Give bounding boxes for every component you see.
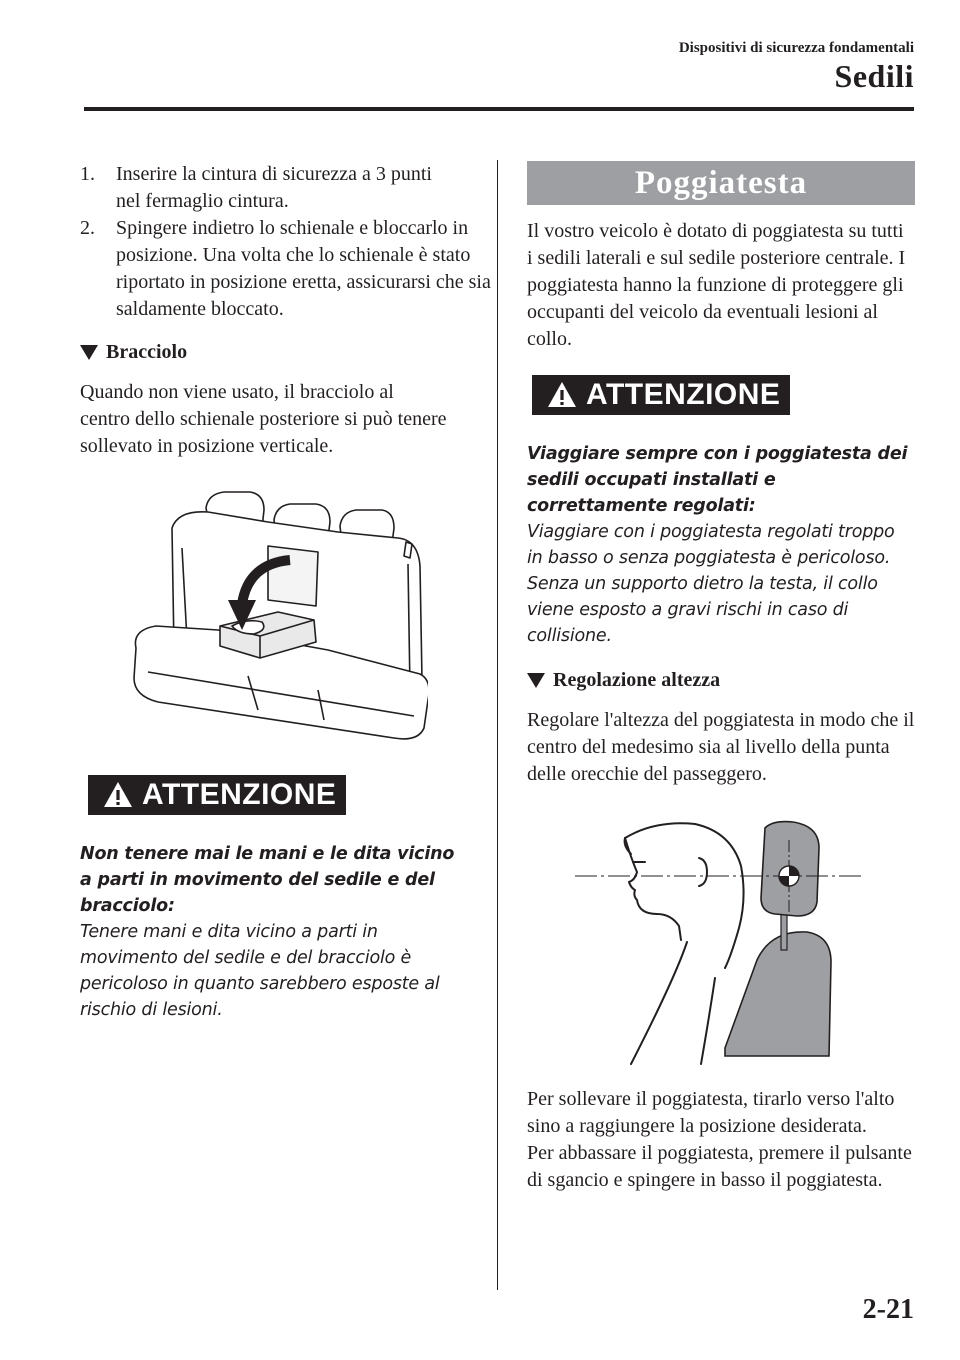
left-column (80, 161, 491, 1023)
section-title: Poggiatesta (634, 164, 808, 201)
step-text: Spingere indietro lo schienale e bloccarlo in posizione. Una volta che lo schienale è stato riportato in posizione eretta, assicurarsi che sia saldamente bloccato. (116, 217, 491, 320)
step-text: Inserire la cintura di sicurezza a 3 punti nel fermaglio cintura. (116, 163, 432, 212)
step-number: 2. (80, 217, 95, 239)
warning-label: ATTENZIONE (142, 778, 337, 811)
warning-badge (88, 775, 346, 815)
warning-triangle-icon (546, 379, 578, 411)
armrest-heading-text: Bracciolo (106, 341, 188, 363)
armrest-description: Quando non viene usato, il bracciolo al centro dello schienale posteriore si può tenere sollevato in posizione verticale. (80, 381, 447, 457)
height-heading-text: Regolazione altezza (553, 669, 721, 691)
right-column (527, 161, 915, 1194)
page-title: Sedili (834, 58, 914, 94)
step-item (80, 161, 442, 215)
page-number: 2-21 (862, 1294, 914, 1325)
height-heading (527, 667, 915, 694)
step-number: 1. (80, 163, 95, 185)
left-warning-block (88, 775, 470, 816)
column-divider (497, 160, 498, 1290)
warning-body-text: Tenere mani e dita vicino a parti in movimento del sedile e del bracciolo è pericoloso in quanto sarebbero esposte al rischio di lesioni. (80, 922, 440, 1020)
section-title-band (527, 161, 915, 205)
header-subtitle: Dispositivi di sicurezza fondamentali (678, 40, 914, 56)
triangle-bullet-icon (527, 673, 545, 688)
armrest-heading (80, 339, 470, 366)
left-warning-content (80, 841, 460, 1023)
warning-badge (532, 375, 790, 415)
headrest-height-illustration (575, 818, 865, 1068)
warning-bold-text: Viaggiare sempre con i poggiatesta dei sedili occupati installati e correttamente regolati: (527, 444, 908, 516)
header-divider (84, 107, 914, 111)
height-description: Regolare l'altezza del poggiatesta in modo che il centro del medesimo sia al livello della punta delle orecchie del passeggero. (527, 709, 915, 785)
right-warning-block (532, 375, 915, 416)
lower-instructions: Per abbassare il poggiatesta, premere il pulsante di sgancio e spingere in basso il poggiatesta. (527, 1142, 912, 1191)
rear-seat-illustration (128, 480, 428, 745)
step-list (80, 161, 491, 323)
right-warning-content (527, 441, 915, 649)
triangle-bullet-icon (80, 345, 98, 360)
warning-label: ATTENZIONE (586, 378, 781, 411)
warning-triangle-icon (102, 779, 134, 811)
warning-bold-text: Non tenere mai le mani e le dita vicino a parti in movimento del sedile e del bracciolo: (80, 844, 455, 916)
step-item (80, 215, 496, 323)
rear-seat-armrest-illustration (128, 480, 428, 745)
headrest-position-illustration (575, 818, 865, 1068)
warning-body-text: Viaggiare con i poggiatesta regolati troppo in basso o senza poggiatesta è pericoloso. Senza un supporto dietro la testa, il collo viene esposto a gravi rischi in caso di collisione. (527, 522, 895, 646)
raise-instructions: Per sollevare il poggiatesta, tirarlo verso l'alto sino a raggiungere la posizione desiderata. (527, 1088, 895, 1137)
headrest-intro: Il vostro veicolo è dotato di poggiatesta su tutti i sedili laterali e sul sedile posteriore centrale. I poggiatesta hanno la funzione di proteggere gli occupanti del veicolo da eventuali lesioni al collo. (527, 220, 906, 350)
